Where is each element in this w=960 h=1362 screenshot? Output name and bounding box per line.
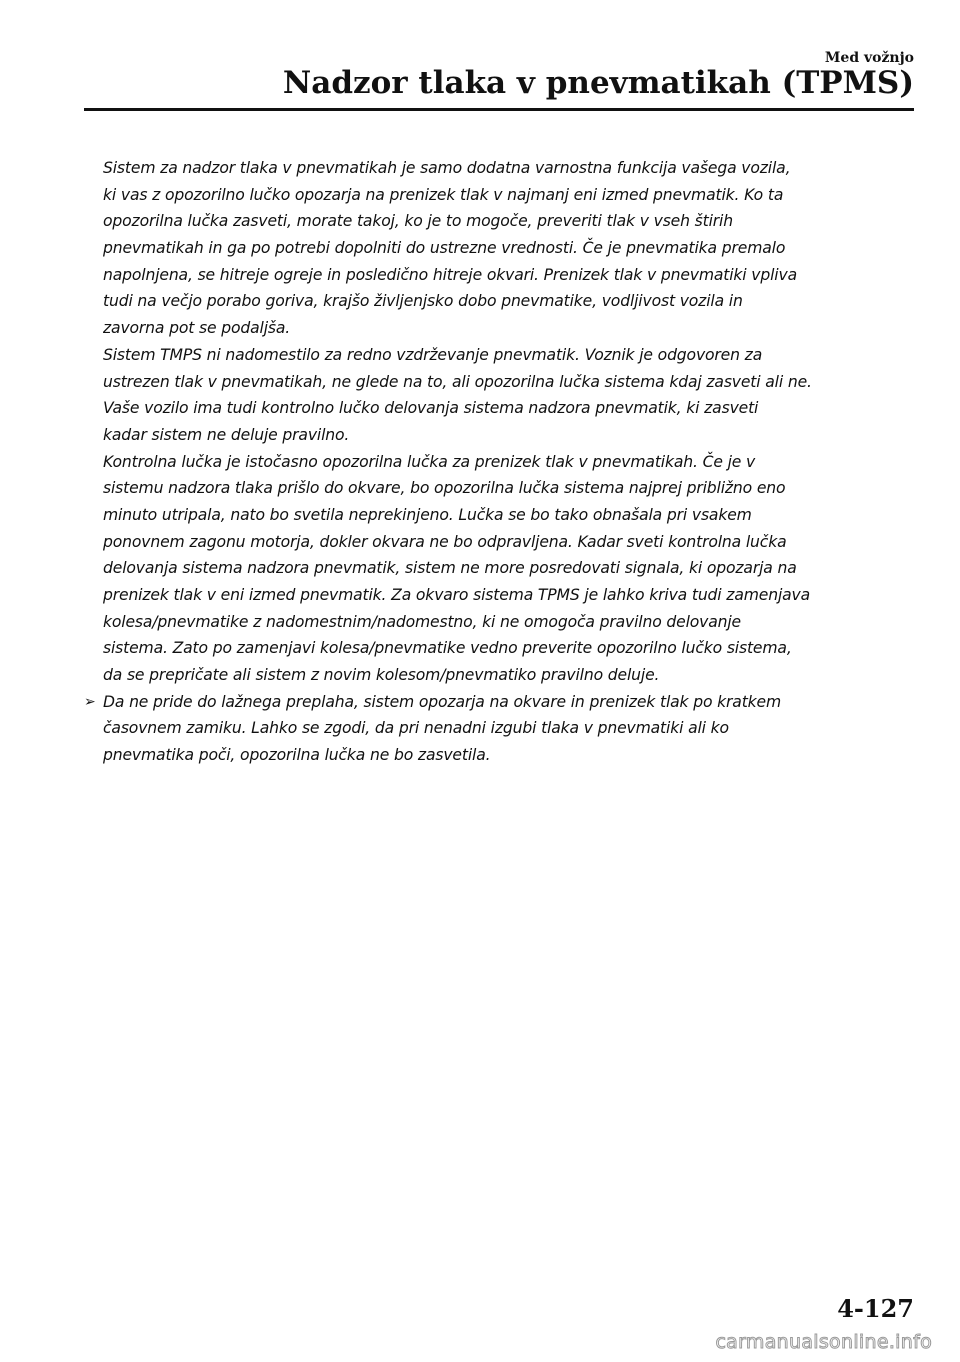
text-line: Kontrolna lučka je istočasno opozorilna lučka za prenizek tlak v pnevmatikah. Če je v: [103, 452, 756, 471]
text-line: pnevmatikah in ga po potrebi dopolniti do ustrezne vrednosti. Če je pnevmatika premalo: [103, 239, 786, 258]
paragraph-2: [103, 342, 915, 449]
text-line: [84, 689, 915, 716]
body-text: [84, 155, 915, 769]
paragraph-3: [103, 449, 915, 689]
text-line: Sistem TMPS ni nadomestilo za redno vzdrževanje pnevmatik. Voznik je odgovoren za: [103, 345, 763, 364]
text-line: zavorna pot se podaljša.: [103, 319, 291, 338]
paragraph-1: [103, 155, 915, 342]
header-divider: [84, 108, 914, 111]
text-line: ustrezen tlak v pnevmatikah, ne glede na to, ali opozorilna lučka sistema kdaj zasveti ali ne.: [103, 372, 812, 391]
text-line: prenizek tlak v eni izmed pnevmatik. Za okvaro sistema TPMS je lahko kriva tudi zamenjava: [103, 586, 811, 604]
text-line: sistema. Zato po zamenjavi kolesa/pnevmatike vedno preverite opozorilno lučko sistema,: [103, 639, 792, 658]
text-line: da se prepričate ali sistem z novim kolesom/pnevmatiko pravilno deluje.: [103, 666, 660, 685]
text-line: ponovnem zagonu motorja, dokler okvara ne bo odpravljena. Kadar sveti kontrolna lučka: [103, 532, 787, 551]
text-line: minuto utripala, nato bo svetila neprekinjeno. Lučka se bo tako obnašala pri vsakem: [103, 505, 752, 524]
text-line: tudi na večjo porabo goriva, krajšo življenjsko dobo pnevmatike, vodljivost vozila in: [103, 292, 743, 311]
text-line: opozorilna lučka zasveti, morate takoj, ko je to mogoče, preveriti tlak v vseh štirih: [103, 212, 733, 231]
section-label: Med vožnjo: [824, 50, 914, 66]
text-line: sistemu nadzora tlaka prišlo do okvare, bo opozorilna lučka sistema najprej približno eno: [103, 479, 786, 498]
text-line: Vaše vozilo ima tudi kontrolno lučko delovanja sistema nadzora pnevmatik, ki zasveti: [103, 399, 759, 418]
text-line: delovanja sistema nadzora pnevmatik, sistem ne more posredovati signala, ki opozarja na: [103, 559, 797, 578]
text-line: napolnjena, se hitreje ogreje in posledično hitreje okvari. Prenizek tlak v pnevmatiki vpliva: [103, 265, 797, 284]
text-line: kadar sistem ne deluje pravilno.: [103, 425, 350, 444]
text-line: Sistem za nadzor tlaka v pnevmatikah je samo dodatna varnostna funkcija vašega vozila,: [103, 159, 791, 177]
text-line: časovnem zamiku. Lahko se zgodi, da pri nenadni izgubi tlaka v pnevmatiki ali ko: [103, 719, 729, 738]
text-line: pnevmatika poči, opozorilna lučka ne bo zasvetila.: [103, 746, 491, 765]
arrowhead-bullet-icon: ➢: [84, 693, 96, 710]
text-line: ki vas z opozorilno lučko opozarja na prenizek tlak v najmanj eni izmed pnevmatik. Ko ta: [103, 185, 784, 204]
page-number: 4-127: [837, 1294, 914, 1323]
watermark: carmanualsonline.info: [715, 1331, 932, 1353]
page-title: Nadzor tlaka v pnevmatikah (TPMS): [282, 65, 914, 101]
bullet-note: [84, 689, 915, 769]
text-line: kolesa/pnevmatike z nadomestnim/nadomestno, ki ne omogoča pravilno delovanje: [103, 612, 741, 631]
bullet-text: Da ne pride do lažnega preplaha, sistem opozarja na okvare in prenizek tlak po kratkem: [103, 692, 782, 711]
